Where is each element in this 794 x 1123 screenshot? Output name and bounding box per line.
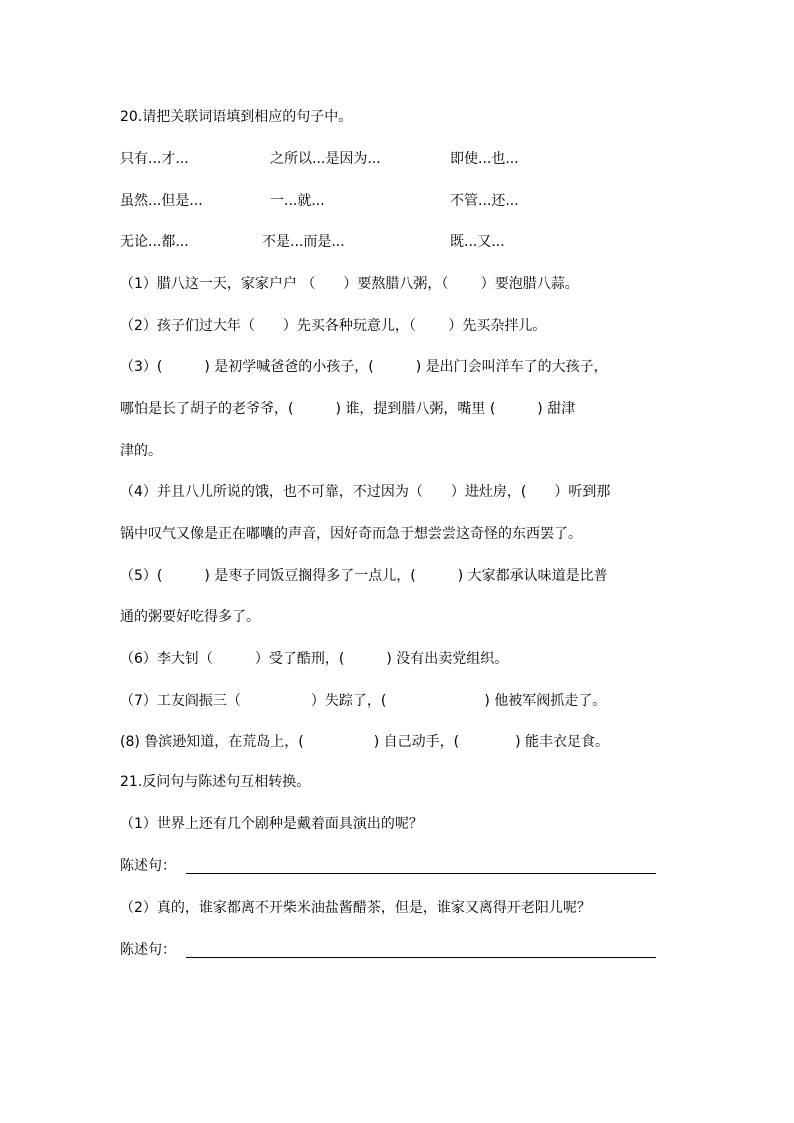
item-3-line-3: 津的。 xyxy=(120,443,162,459)
answer-line-2[interactable] xyxy=(186,957,656,958)
option-even-if: 即使...也... xyxy=(450,151,519,167)
answer-label-2: 陈述句： xyxy=(120,942,176,958)
item-2: （2）孩子们过大年（ ）先买各种玩意儿，（ ）先买杂拌儿。 xyxy=(120,318,547,334)
question-21-item-2: （2）真的，谁家都离不开柴米油盐酱醋茶，但是，谁家又离得开老阳儿呢？ xyxy=(120,900,591,916)
question-20-title: 20.请把关联词语填到相应的句子中。 xyxy=(120,109,353,125)
item-1: （1）腊八这一天，家家户户 （ ）要熬腊八粥，（ ）要泡腊八蒜。 xyxy=(120,276,579,292)
option-as-soon-as: 一...就... xyxy=(270,193,325,209)
answer-line-1[interactable] xyxy=(186,873,656,874)
option-not-but: 不是...而是... xyxy=(262,234,345,250)
item-4-line-1: （4）并且八儿所说的饿，也不可靠，不过因为（ ）进灶房，( ）听到那 xyxy=(120,484,611,500)
item-5-line-1: （5）( ) 是枣子同饭豆搁得多了一点儿，( ) 大家都承认味道是比普 xyxy=(120,568,608,584)
item-4-line-2: 锅中叹气又像是正在嘟囔的声音，因好奇而急于想尝尝这奇怪的东西罢了。 xyxy=(120,526,582,542)
question-21-title: 21.反问句与陈述句互相转换。 xyxy=(120,774,311,790)
option-no-matter: 不管...还... xyxy=(450,193,519,209)
option-regardless: 无论...都... xyxy=(120,234,189,250)
item-8: (8) 鲁滨逊知道，在荒岛上，( ) 自己动手，( ) 能丰衣足食。 xyxy=(120,734,610,750)
item-3-line-2: 哪怕是长了胡子的老爷爷，( ) 谁，提到腊八粥，嘴里 ( ) 甜津 xyxy=(120,401,576,417)
question-21-item-1: （1）世界上还有几个剧种是戴着面具演出的呢？ xyxy=(120,816,423,832)
option-both-and: 既...又... xyxy=(450,234,505,250)
item-6: （6）李大钊（ ）受了酷刑，( ) 没有出卖党组织。 xyxy=(120,651,509,667)
answer-label-1: 陈述句： xyxy=(120,858,176,874)
item-3-line-1: （3）( ) 是初学喊爸爸的小孩子，( ) 是出门会叫洋车了的大孩子， xyxy=(120,359,608,375)
option-only-then: 只有...才... xyxy=(120,151,189,167)
item-5-line-2: 通的粥要好吃得多了。 xyxy=(120,609,260,625)
option-reason: 之所以...是因为... xyxy=(270,151,381,167)
option-although: 虽然...但是... xyxy=(120,193,203,209)
item-7: （7）工友阎振三（ ）失踪了，( ) 他被军阀抓走了。 xyxy=(120,693,607,709)
